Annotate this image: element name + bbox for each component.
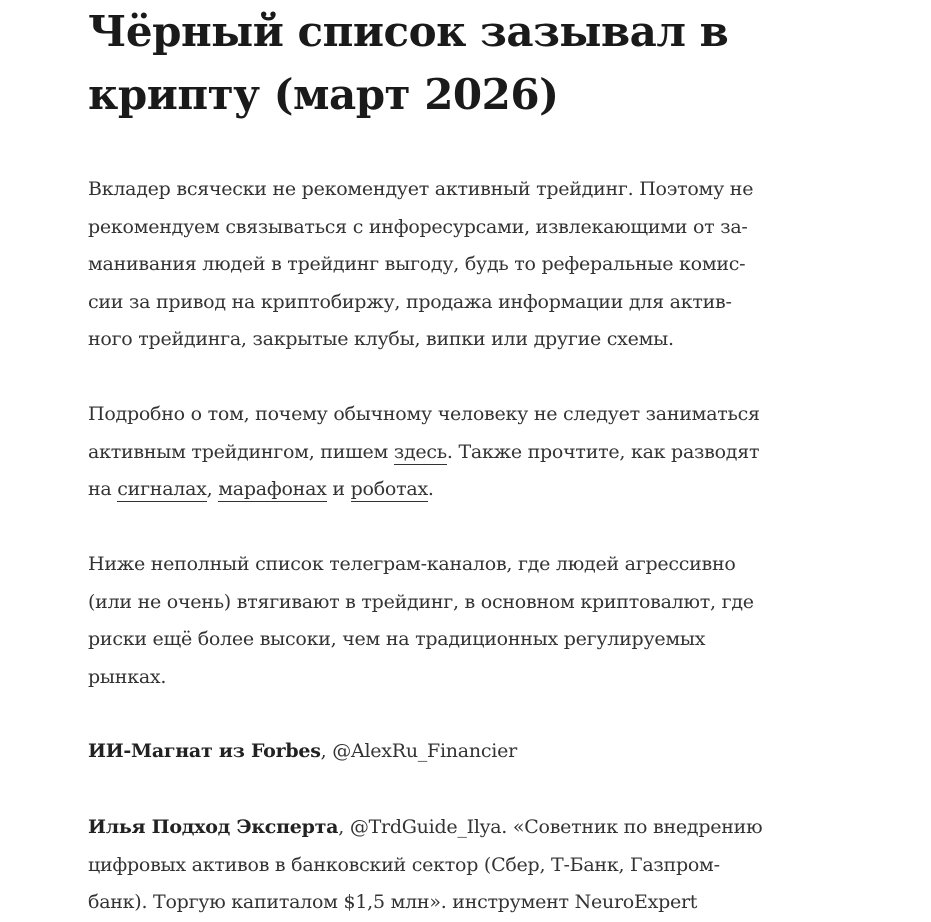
link-robots[interactable]: роботах xyxy=(350,478,428,500)
title-line-2: крипту (март 2026) xyxy=(88,70,559,119)
details-line xyxy=(88,434,868,472)
intro-line: ного трейдинга, закрытые клубы, випки или другие схемы. xyxy=(88,328,674,350)
entry-line xyxy=(88,809,848,847)
entry-handle: , @AlexRu_Financier xyxy=(320,740,517,762)
details-text: на xyxy=(88,478,118,500)
entry-name: ИИ-Магнат из Forbes xyxy=(88,740,321,762)
entry-line: банк). Торгую капиталом $1,5 млн». инструмент NeuroExpert xyxy=(88,891,698,913)
details-line: Подробно о том, почему обычному человеку не следует заниматься xyxy=(88,403,760,425)
intro-line: рекомендуем связываться с инфоресурсами, извлекающими от за- xyxy=(88,215,748,238)
intro-line: сии за привод на криптобиржу, продажа информации для актив- xyxy=(88,290,732,313)
link-marathons[interactable]: марафонах xyxy=(218,478,327,500)
title-line-1: Чёрный список зазывал в xyxy=(88,7,729,56)
entry-name: Илья Подход Эксперта xyxy=(88,816,339,838)
details-text: . xyxy=(427,478,434,500)
entry-line xyxy=(88,733,848,771)
list-intro-line: рынках. xyxy=(88,665,167,688)
details-paragraph xyxy=(88,396,868,509)
intro-paragraph xyxy=(88,171,858,359)
intro-line: Вкладер всячески не рекомендует активный трейдинг. Поэтому не xyxy=(88,178,754,200)
details-text: , xyxy=(206,478,219,500)
list-intro-line: Ниже неполный список телеграм-каналов, где людей агрессивно xyxy=(88,553,736,575)
list-item xyxy=(88,733,848,771)
list-intro-line: риски ещё более высоки, чем на традиционных регулируемых xyxy=(88,628,706,650)
list-intro-line: (или не очень) втягивают в трейдинг, в основном криптовалют, где xyxy=(88,590,754,613)
details-line xyxy=(88,471,868,509)
details-text: . Также прочтите, как разводят xyxy=(446,440,760,463)
article xyxy=(88,0,878,913)
link-signals[interactable]: сигналах xyxy=(117,478,207,500)
link-here[interactable]: здесь xyxy=(393,440,447,463)
details-text: активным трейдингом, пишем xyxy=(88,440,394,463)
list-intro-paragraph xyxy=(88,546,848,696)
page-title xyxy=(88,0,778,126)
details-text: и xyxy=(326,478,351,500)
list-item xyxy=(88,809,848,922)
intro-line: манивания людей в трейдинг выгоду, будь то реферальные комис- xyxy=(88,253,746,275)
entry-handle: , @TrdGuide_Ilya. «Советник по внедрению xyxy=(338,816,763,838)
entry-line: цифровых активов в банковский сектор (Сбер, Т-Банк, Газпром- xyxy=(88,853,720,876)
